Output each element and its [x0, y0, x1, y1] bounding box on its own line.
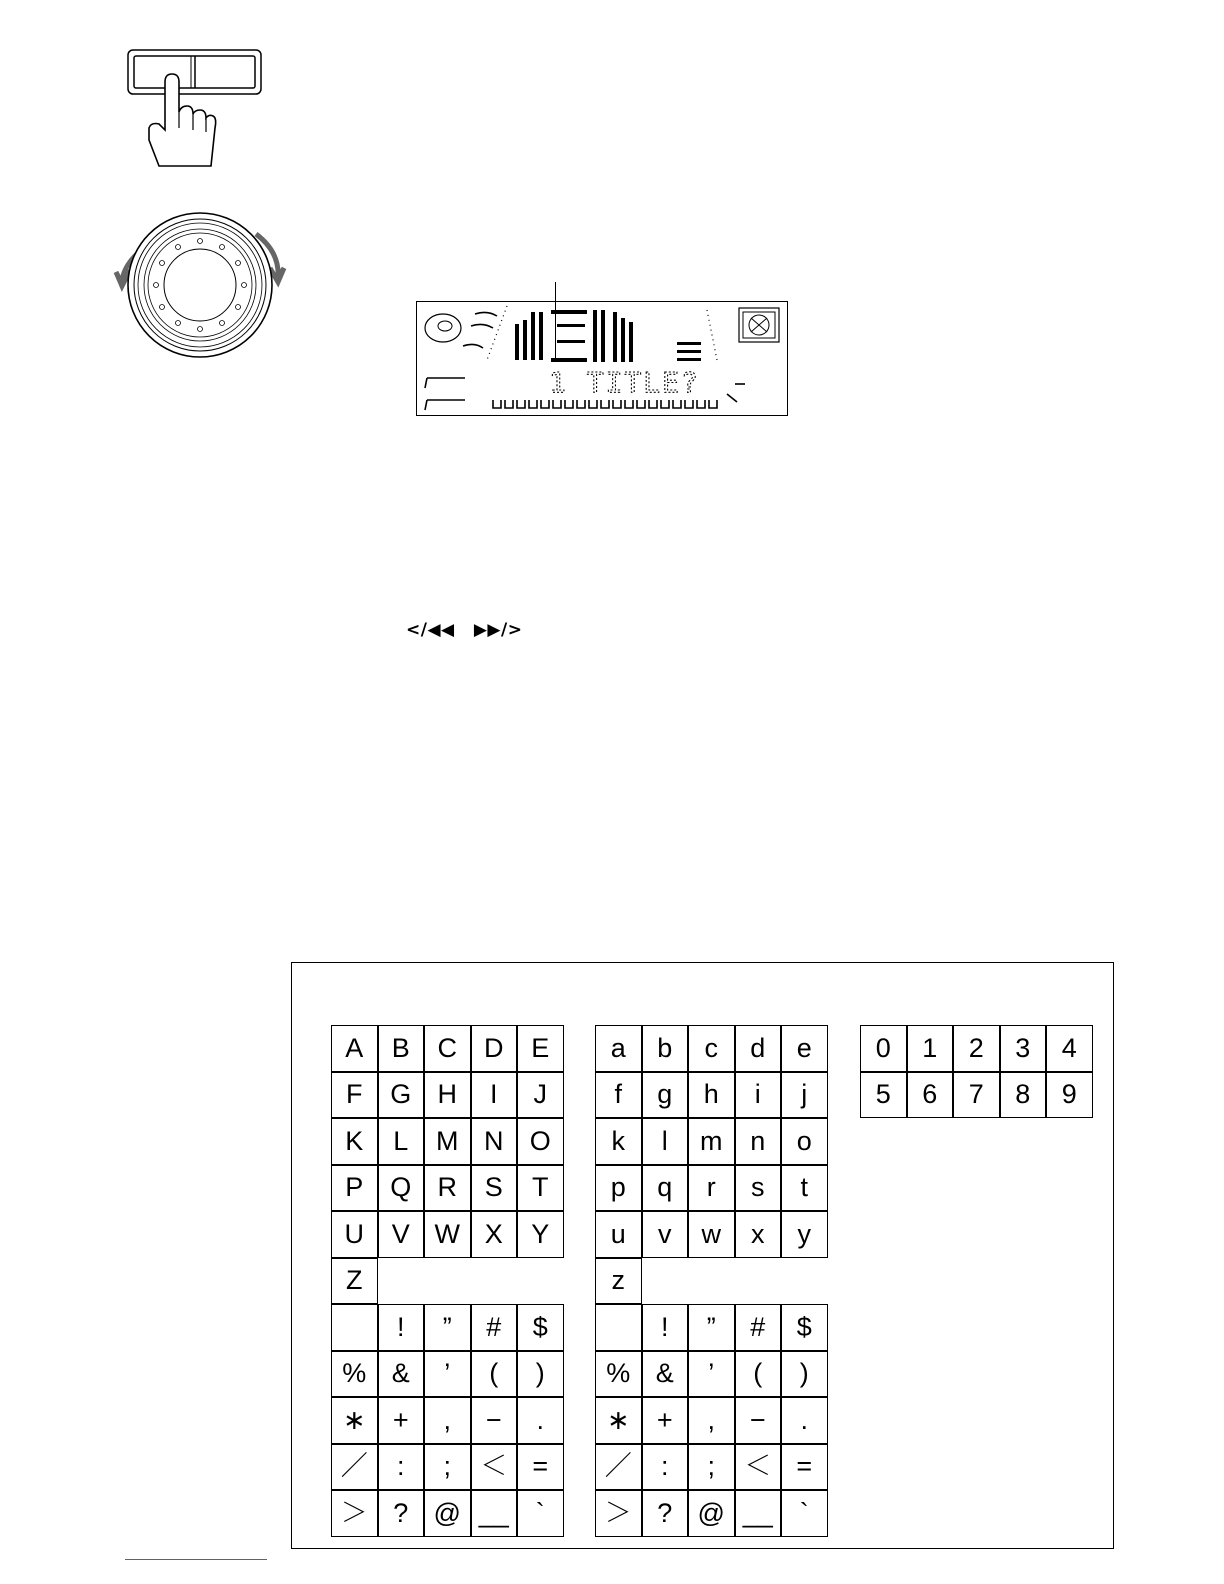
char-cell: C: [424, 1025, 471, 1072]
char-cell: =: [781, 1444, 828, 1491]
char-cell: D: [471, 1025, 518, 1072]
char-cell: v: [642, 1211, 689, 1258]
char-cell: %: [331, 1351, 378, 1398]
char-cell: +: [642, 1397, 689, 1444]
char-cell: (: [471, 1351, 518, 1398]
char-cell: ’: [424, 1351, 471, 1398]
char-cell: e: [781, 1025, 828, 1072]
char-cell: l: [642, 1118, 689, 1165]
char-cell: [331, 1304, 378, 1351]
char-cell: ,: [424, 1397, 471, 1444]
char-cell: ”: [424, 1304, 471, 1351]
char-cell: J: [517, 1072, 564, 1119]
char-cell: a: [595, 1025, 642, 1072]
char-cell: 6: [907, 1072, 954, 1119]
char-cell: −: [471, 1397, 518, 1444]
jog-dial-illustration: [108, 212, 288, 362]
char-cell: E: [517, 1025, 564, 1072]
char-cell: F: [331, 1072, 378, 1119]
char-cell: o: [781, 1118, 828, 1165]
char-cell: h: [688, 1072, 735, 1119]
char-cell: ∗: [595, 1397, 642, 1444]
char-cell: b: [642, 1025, 689, 1072]
char-cell: S: [471, 1165, 518, 1212]
char-cell: [642, 1258, 689, 1305]
char-cell: r: [688, 1165, 735, 1212]
char-cell: `: [517, 1490, 564, 1537]
char-cell: =: [517, 1444, 564, 1491]
char-cell: [595, 1304, 642, 1351]
char-cell: U: [331, 1211, 378, 1258]
char-cell: ／: [595, 1444, 642, 1491]
skip-buttons-label: </◀◀ ▶▶/>: [406, 620, 523, 640]
char-cell: m: [688, 1118, 735, 1165]
char-cell: z: [595, 1258, 642, 1305]
char-cell: B: [378, 1025, 425, 1072]
char-cell: q: [642, 1165, 689, 1212]
char-cell: ): [781, 1351, 828, 1398]
char-cell: ?: [378, 1490, 425, 1537]
char-cell: [781, 1258, 828, 1305]
char-cell: ／: [331, 1444, 378, 1491]
char-cell: ＜: [471, 1444, 518, 1491]
char-cell: +: [378, 1397, 425, 1444]
char-cell: ＞: [331, 1490, 378, 1537]
char-cell: c: [688, 1025, 735, 1072]
char-cell: 1: [907, 1025, 954, 1072]
char-cell: ,: [688, 1397, 735, 1444]
char-cell: 8: [1000, 1072, 1047, 1119]
char-cell: ;: [688, 1444, 735, 1491]
disc-icon: [425, 312, 497, 348]
char-cell: K: [331, 1118, 378, 1165]
char-cell: 0: [860, 1025, 907, 1072]
char-cell: .: [517, 1397, 564, 1444]
char-cell: V: [378, 1211, 425, 1258]
char-cell: ＞: [595, 1490, 642, 1537]
char-cell: j: [781, 1072, 828, 1119]
char-cell: 4: [1046, 1025, 1093, 1072]
char-cell: ’: [688, 1351, 735, 1398]
lcd-display: [416, 301, 788, 416]
char-cell: 9: [1046, 1072, 1093, 1119]
char-cell: @: [424, 1490, 471, 1537]
char-cell: t: [781, 1165, 828, 1212]
char-cell: ;: [424, 1444, 471, 1491]
char-cell: T: [517, 1165, 564, 1212]
char-cell: N: [471, 1118, 518, 1165]
char-cell: Q: [378, 1165, 425, 1212]
char-cell: i: [735, 1072, 782, 1119]
char-cell: M: [424, 1118, 471, 1165]
char-cell: #: [471, 1304, 518, 1351]
char-cell: W: [424, 1211, 471, 1258]
char-cell: [471, 1258, 518, 1305]
char-cell: [735, 1258, 782, 1305]
char-cell: (: [735, 1351, 782, 1398]
char-cell: 5: [860, 1072, 907, 1119]
char-cell: $: [517, 1304, 564, 1351]
char-cell: y: [781, 1211, 828, 1258]
lcd-title-text: 1 TITLE?: [549, 366, 700, 399]
char-cell: 2: [953, 1025, 1000, 1072]
char-cell: ＜: [735, 1444, 782, 1491]
char-cell: O: [517, 1118, 564, 1165]
char-cell: .: [781, 1397, 828, 1444]
char-cell: !: [642, 1304, 689, 1351]
fan-icon: [739, 308, 779, 342]
char-cell: g: [642, 1072, 689, 1119]
char-cell: :: [378, 1444, 425, 1491]
char-cell: x: [735, 1211, 782, 1258]
char-cell: [688, 1258, 735, 1305]
char-cell: [517, 1258, 564, 1305]
char-cell: H: [424, 1072, 471, 1119]
char-cell: [378, 1258, 425, 1305]
char-cell: __: [471, 1490, 518, 1537]
char-cell: :: [642, 1444, 689, 1491]
char-cell: &: [642, 1351, 689, 1398]
char-cell: ): [517, 1351, 564, 1398]
char-cell: 7: [953, 1072, 1000, 1119]
char-cell: f: [595, 1072, 642, 1119]
char-cell: L: [378, 1118, 425, 1165]
char-cell: Z: [331, 1258, 378, 1305]
char-cell: [424, 1258, 471, 1305]
bottom-rule: [125, 1559, 267, 1560]
char-cell: ?: [642, 1490, 689, 1537]
char-cell: u: [595, 1211, 642, 1258]
char-cell: R: [424, 1165, 471, 1212]
char-cell: Y: [517, 1211, 564, 1258]
char-cell: s: [735, 1165, 782, 1212]
char-cell: #: [735, 1304, 782, 1351]
char-cell: 3: [1000, 1025, 1047, 1072]
char-cell: __: [735, 1490, 782, 1537]
char-cell: A: [331, 1025, 378, 1072]
char-cell: P: [331, 1165, 378, 1212]
char-cell: I: [471, 1072, 518, 1119]
char-cell: G: [378, 1072, 425, 1119]
char-cell: d: [735, 1025, 782, 1072]
char-cell: k: [595, 1118, 642, 1165]
button-press-illustration: [125, 48, 265, 173]
char-cell: `: [781, 1490, 828, 1537]
char-cell: −: [735, 1397, 782, 1444]
char-cell: &: [378, 1351, 425, 1398]
char-cell: X: [471, 1211, 518, 1258]
char-cell: p: [595, 1165, 642, 1212]
char-cell: !: [378, 1304, 425, 1351]
char-cell: w: [688, 1211, 735, 1258]
char-cell: $: [781, 1304, 828, 1351]
char-cell: ∗: [331, 1397, 378, 1444]
char-cell: @: [688, 1490, 735, 1537]
char-cell: n: [735, 1118, 782, 1165]
char-cell: ”: [688, 1304, 735, 1351]
char-cell: %: [595, 1351, 642, 1398]
